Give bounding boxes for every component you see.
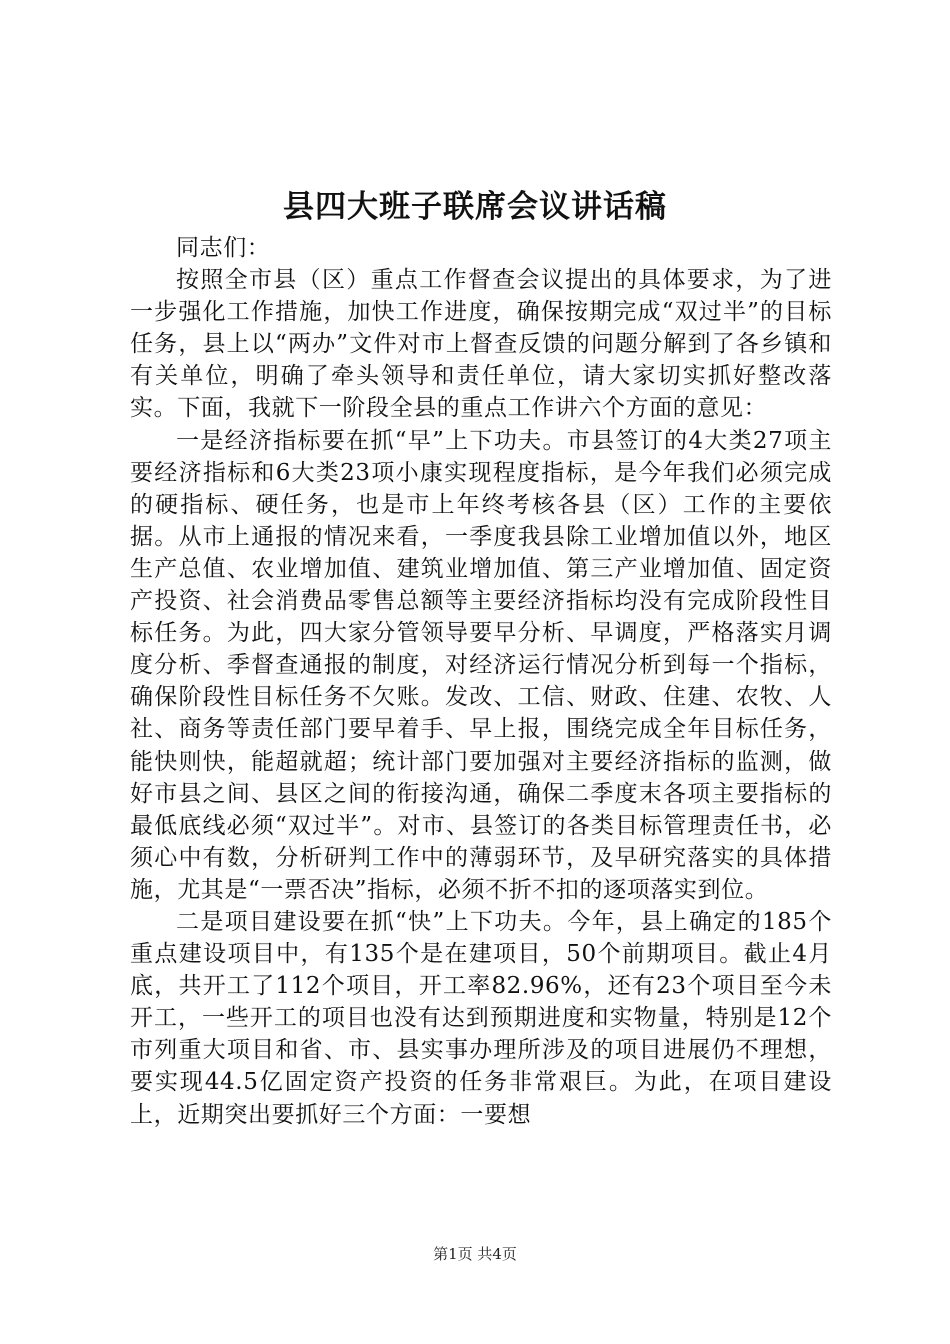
page-number-footer: 第1页 共4页	[433, 1245, 517, 1263]
document-body	[130, 232, 832, 1131]
economic-indicators-paragraph: 一是经济指标要在抓“早”上下功夫。市县签订的4大类27项主要经济指标和6大类23项小康实现程度指标，是今年我们必须完成的硬指标、硬任务，也是市上年终考核各县（区）工作的主要依据。从市上通报的情况来看，一季度我县除工业增加值以外，地区生产总值、农业增加值、建筑业增加值、第三产业增加值、固定资产投资、社会消费品零售总额等主要经济指标均没有完成阶段性目标任务。为此，四大家分管领导要早分析、早调度，严格落实月调度分析、季督查通报的制度，对经济运行情况分析到每一个指标，确保阶段性目标任务不欠账。发改、工信、财政、住建、农牧、人社、商务等责任部门要早着手、早上报，围绕完成全年目标任务，能快则快，能超就超；统计部门要加强对主要经济指标的监测，做好市县之间、县区之间的衔接沟通，确保二季度末各项主要指标的最低底线必须“双过半”。对市、县签订的各类目标管理责任书，必须心中有数，分析研判工作中的薄弱环节，及早研究落实的具体措施，尤其是“一票否决”指标，必须不折不扣的逐项落实到位。	[130, 427, 832, 903]
document-title: 县四大班子联席会议讲话稿	[283, 189, 667, 225]
intro-paragraph: 按照全市县（区）重点工作督查会议提出的具体要求，为了进一步强化工作措施，加快工作进度，确保按期完成“双过半”的目标任务，县上以“两办”文件对市上督查反馈的问题分解到了各乡镇和有关单位，明确了牵头领导和责任单位，请大家切实抓好整改落实。下面，我就下一阶段全县的重点工作讲六个方面的意见：	[130, 267, 832, 422]
project-construction-paragraph: 二是项目建设要在抓“快”上下功夫。今年，县上确定的185个重点建设项目中，有135个是在建项目，50个前期项目。截止4月底，共开工了112个项目，开工率82.96%，还有23个项目至今未开工，一些开工的项目也没有达到预期进度和实物量，特别是12个市列重大项目和省、市、县实事办理所涉及的项目进展仍不理想，要实现44.5亿固定资产投资的任务非常艰巨。为此，在项目建设上，近期突出要抓好三个方面：一要想	[130, 908, 832, 1128]
salutation-paragraph: 同志们：	[176, 235, 271, 261]
